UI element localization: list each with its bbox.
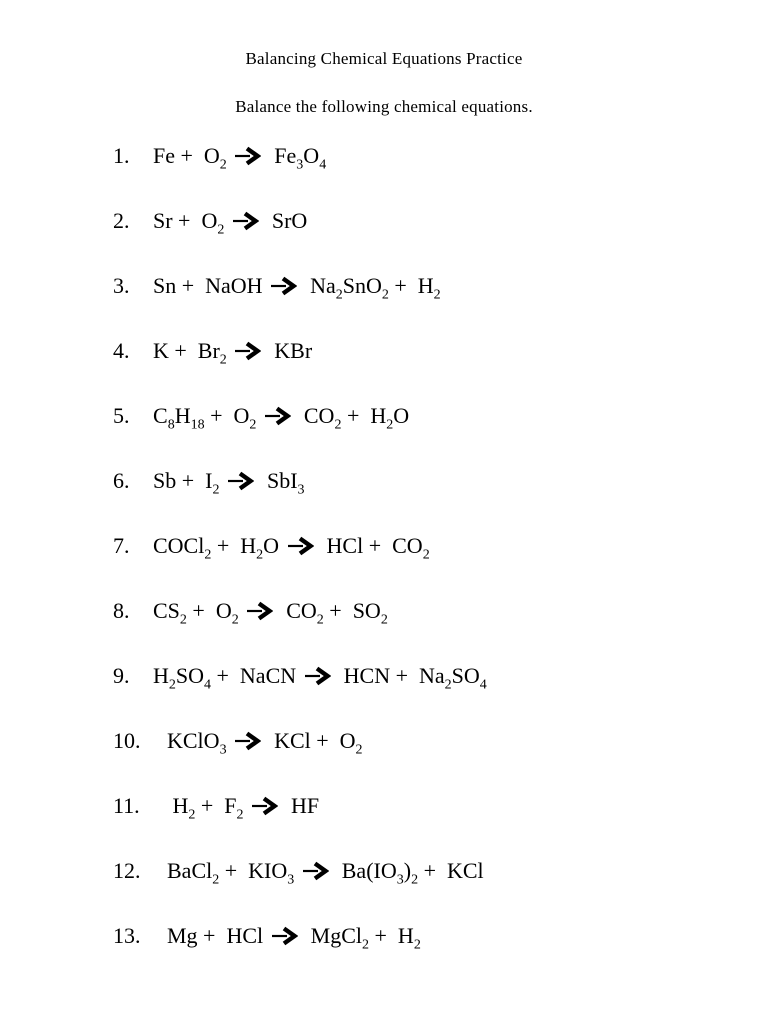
equation-formula: KClO$_3$ KCl + $O_2$ bbox=[167, 728, 363, 758]
worksheet-instructions: Balance the following chemical equations. bbox=[235, 97, 533, 116]
equation-formula: COCl$_2$ + $H_2O$ HCl + $CO_2$ bbox=[153, 533, 430, 563]
equation-formula: $H_2SO_4$ + NaCN HCN + $Na_2SO_4$ bbox=[153, 663, 487, 693]
equation-formula: $Sb + I_2$ SbI$_3$ bbox=[153, 468, 305, 498]
equation-number: 8. bbox=[113, 598, 130, 623]
right-arrow-icon bbox=[251, 796, 278, 816]
equation-row bbox=[113, 856, 768, 886]
right-arrow-icon bbox=[234, 341, 261, 361]
equation-formula: $K + Br_2$ KBr bbox=[153, 338, 313, 368]
right-arrow-icon bbox=[287, 536, 314, 556]
equation-number: 4. bbox=[113, 338, 130, 363]
right-arrow-icon bbox=[270, 276, 297, 296]
equation-number: 3. bbox=[113, 273, 130, 298]
right-arrow-icon bbox=[234, 146, 261, 166]
right-arrow-icon bbox=[304, 666, 331, 686]
equation-number: 7. bbox=[113, 533, 130, 558]
equation-number: 5. bbox=[113, 403, 130, 428]
equation-number: 11. bbox=[113, 793, 140, 818]
equation-formula: $Fe + O_2$ $Fe_3O_4$ bbox=[153, 143, 327, 173]
equation-row bbox=[113, 141, 768, 171]
equation-row bbox=[113, 401, 768, 431]
equation-row bbox=[113, 336, 768, 366]
equation-row bbox=[113, 791, 768, 821]
equation-row bbox=[113, 921, 768, 951]
equation-row bbox=[113, 596, 768, 626]
right-arrow-icon bbox=[246, 601, 273, 621]
equation-row bbox=[113, 206, 768, 236]
right-arrow-icon bbox=[271, 926, 298, 946]
right-arrow-icon bbox=[234, 731, 261, 751]
equation-row bbox=[113, 271, 768, 301]
equation-formula: $Sr + O_2$ SrO bbox=[153, 208, 308, 238]
equation-formula: Mg + HCl MgCl$_2$ + $H_2$ bbox=[167, 923, 421, 953]
equation-row bbox=[113, 466, 768, 496]
right-arrow-icon bbox=[232, 211, 259, 231]
equation-formula: $H_2 + F_2$ HF bbox=[167, 793, 320, 823]
right-arrow-icon bbox=[302, 861, 329, 881]
equation-number: 1. bbox=[113, 143, 130, 168]
equation-formula: $C_8H_{18} + O_2$ $CO_2 + H_2O$ bbox=[153, 403, 410, 433]
equation-number: 13. bbox=[113, 923, 141, 948]
equation-row bbox=[113, 531, 768, 561]
equation-formula: Sn + NaOH $Na_2SnO_2 + H_2$ bbox=[153, 273, 441, 303]
equation-formula: BaCl$_2$ + $KIO_3$ $Ba(IO_3)_2$ + KCl bbox=[167, 858, 484, 888]
equation-row bbox=[113, 726, 768, 756]
equation-formula: $CS_2 + O_2$ $CO_2 + SO_2$ bbox=[153, 598, 388, 628]
equation-row bbox=[113, 661, 768, 691]
equation-number: 6. bbox=[113, 468, 130, 493]
equation-number: 2. bbox=[113, 208, 130, 233]
right-arrow-icon bbox=[264, 406, 291, 426]
equation-number: 10. bbox=[113, 728, 141, 753]
equation-list bbox=[0, 141, 768, 951]
worksheet-title: Balancing Chemical Equations Practice bbox=[245, 49, 523, 68]
equation-number: 9. bbox=[113, 663, 130, 688]
right-arrow-icon bbox=[227, 471, 254, 491]
equation-number: 12. bbox=[113, 858, 141, 883]
